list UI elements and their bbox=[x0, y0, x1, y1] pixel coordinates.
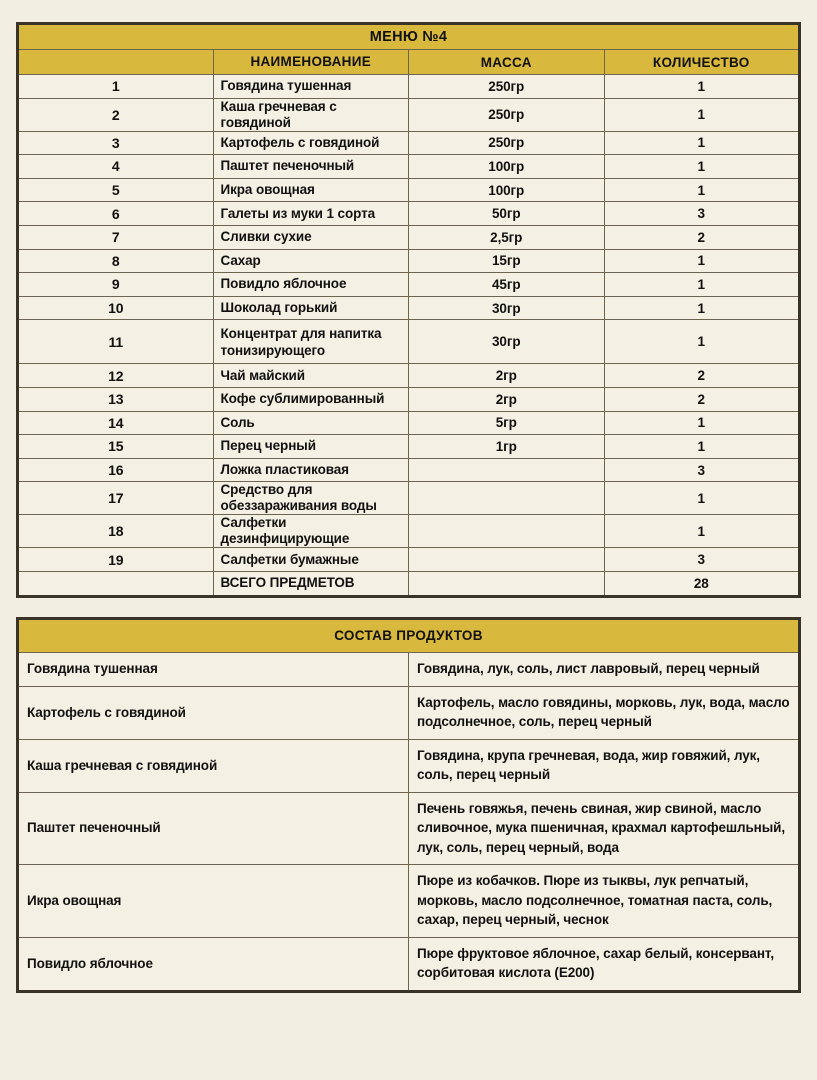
menu-row-mass: 250гр bbox=[409, 131, 605, 155]
menu-total-row bbox=[18, 571, 800, 596]
menu-row-mass: 2,5гр bbox=[409, 225, 605, 249]
menu-row-number: 14 bbox=[18, 411, 214, 435]
menu-row-name: Картофель с говядиной bbox=[213, 131, 409, 155]
column-header-quantity: КОЛИЧЕСТВО bbox=[604, 50, 800, 75]
menu-row-mass: 15гр bbox=[409, 249, 605, 273]
menu-row-name: Сахар bbox=[213, 249, 409, 273]
menu-row-mass: 100гр bbox=[409, 178, 605, 202]
menu-row-number: 3 bbox=[18, 131, 214, 155]
composition-dish-name: Паштет печеночный bbox=[18, 792, 409, 865]
menu-row-mass: 45гр bbox=[409, 273, 605, 297]
menu-row-quantity: 1 bbox=[604, 320, 800, 364]
menu-row-name: Средство для обеззараживания воды bbox=[213, 482, 409, 515]
menu-row-name: Повидло яблочное bbox=[213, 273, 409, 297]
menu-table-row bbox=[18, 98, 800, 131]
composition-dish-name: Картофель с говядиной bbox=[18, 686, 409, 739]
menu-row-number: 16 bbox=[18, 458, 214, 482]
total-mass-cell bbox=[409, 571, 605, 596]
menu-row-number: 7 bbox=[18, 225, 214, 249]
menu-row-name: Говядина тушенная bbox=[213, 75, 409, 99]
composition-dish-name: Повидло яблочное bbox=[18, 937, 409, 991]
menu-row-mass bbox=[409, 515, 605, 548]
menu-row-mass: 250гр bbox=[409, 98, 605, 131]
menu-row-name: Салфетки бумажные bbox=[213, 548, 409, 572]
menu-row-quantity: 2 bbox=[604, 225, 800, 249]
menu-row-number: 1 bbox=[18, 75, 214, 99]
menu-row-mass: 2гр bbox=[409, 364, 605, 388]
composition-ingredients: Печень говяжья, печень свиная, жир свиной, масло сливочное, мука пшеничная, крахмал картофешльный, лук, соль, перец черный, вода bbox=[409, 792, 800, 865]
menu-table-body bbox=[18, 24, 800, 597]
composition-ingredients: Говядина, крупа гречневая, вода, жир говяжий, лук, соль, перец черный bbox=[409, 739, 800, 792]
menu-row-number: 13 bbox=[18, 387, 214, 411]
menu-row-quantity: 1 bbox=[604, 515, 800, 548]
menu-row-number: 19 bbox=[18, 548, 214, 572]
menu-row-name: Перец черный bbox=[213, 435, 409, 459]
menu-row-number: 11 bbox=[18, 320, 214, 364]
menu-table-row bbox=[18, 320, 800, 364]
menu-header-row bbox=[18, 50, 800, 75]
menu-row-mass bbox=[409, 548, 605, 572]
composition-ingredients: Картофель, масло говядины, морковь, лук, вода, масло подсолнечное, соль, перец черный bbox=[409, 686, 800, 739]
composition-table-row bbox=[18, 686, 800, 739]
table-spacer bbox=[16, 598, 801, 617]
menu-row-name: Ложка пластиковая bbox=[213, 458, 409, 482]
menu-row-quantity: 1 bbox=[604, 411, 800, 435]
menu-table-row bbox=[18, 249, 800, 273]
composition-table-row bbox=[18, 792, 800, 865]
menu-row-name: Каша гречневая с говядиной bbox=[213, 98, 409, 131]
composition-table-row bbox=[18, 653, 800, 687]
menu-row-name: Чай майский bbox=[213, 364, 409, 388]
menu-row-name: Концентрат для напитка тонизирующего bbox=[213, 320, 409, 364]
menu-row-number: 17 bbox=[18, 482, 214, 515]
composition-table bbox=[16, 617, 801, 993]
menu-row-mass: 250гр bbox=[409, 75, 605, 99]
menu-row-quantity: 1 bbox=[604, 178, 800, 202]
menu-title-row bbox=[18, 24, 800, 50]
composition-table-row bbox=[18, 739, 800, 792]
menu-table-row bbox=[18, 75, 800, 99]
menu-row-name: Сливки сухие bbox=[213, 225, 409, 249]
composition-dish-name: Говядина тушенная bbox=[18, 653, 409, 687]
menu-row-mass: 2гр bbox=[409, 387, 605, 411]
composition-title-row bbox=[18, 618, 800, 653]
menu-row-quantity: 2 bbox=[604, 364, 800, 388]
menu-row-quantity: 3 bbox=[604, 458, 800, 482]
menu-row-mass bbox=[409, 482, 605, 515]
composition-dish-name: Икра овощная bbox=[18, 865, 409, 938]
menu-table-row bbox=[18, 364, 800, 388]
menu-row-mass bbox=[409, 458, 605, 482]
menu-row-name: Паштет печеночный bbox=[213, 155, 409, 179]
composition-table-body bbox=[18, 618, 800, 991]
menu-row-mass: 1гр bbox=[409, 435, 605, 459]
menu-row-name: Галеты из муки 1 сорта bbox=[213, 202, 409, 226]
menu-row-number: 18 bbox=[18, 515, 214, 548]
menu-table-row bbox=[18, 202, 800, 226]
menu-row-name: Салфетки дезинфицирующие bbox=[213, 515, 409, 548]
menu-row-name: Соль bbox=[213, 411, 409, 435]
composition-ingredients: Пюре из кобачков. Пюре из тыквы, лук репчатый, морковь, масло подсолнечное, томатная паста, соль, сахар, перец черный, чеснок bbox=[409, 865, 800, 938]
menu-row-number: 10 bbox=[18, 296, 214, 320]
menu-row-name: Шоколад горький bbox=[213, 296, 409, 320]
menu-row-number: 12 bbox=[18, 364, 214, 388]
composition-title: СОСТАВ ПРОДУКТОВ bbox=[18, 618, 800, 653]
menu-table-row bbox=[18, 515, 800, 548]
composition-dish-name: Каша гречневая с говядиной bbox=[18, 739, 409, 792]
menu-table-row bbox=[18, 387, 800, 411]
column-header-mass: МАССА bbox=[409, 50, 605, 75]
menu-row-mass: 100гр bbox=[409, 155, 605, 179]
menu-row-quantity: 1 bbox=[604, 435, 800, 459]
menu-table-row bbox=[18, 273, 800, 297]
menu-table-row bbox=[18, 548, 800, 572]
total-label: ВСЕГО ПРЕДМЕТОВ bbox=[213, 571, 409, 596]
composition-ingredients: Говядина, лук, соль, лист лавровый, перец черный bbox=[409, 653, 800, 687]
menu-row-mass: 30гр bbox=[409, 296, 605, 320]
menu-row-name: Икра овощная bbox=[213, 178, 409, 202]
menu-table-row bbox=[18, 411, 800, 435]
menu-row-number: 5 bbox=[18, 178, 214, 202]
menu-row-number: 2 bbox=[18, 98, 214, 131]
menu-row-name: Кофе сублимированный bbox=[213, 387, 409, 411]
menu-row-number: 15 bbox=[18, 435, 214, 459]
menu-table-row bbox=[18, 296, 800, 320]
menu-row-quantity: 1 bbox=[604, 131, 800, 155]
composition-ingredients: Пюре фруктовое яблочное, сахар белый, консервант, сорбитовая кислота (Е200) bbox=[409, 937, 800, 991]
menu-table-row bbox=[18, 131, 800, 155]
menu-row-number: 4 bbox=[18, 155, 214, 179]
menu-row-quantity: 1 bbox=[604, 155, 800, 179]
menu-row-mass: 30гр bbox=[409, 320, 605, 364]
menu-row-quantity: 1 bbox=[604, 98, 800, 131]
menu-row-quantity: 1 bbox=[604, 482, 800, 515]
menu-row-number: 9 bbox=[18, 273, 214, 297]
menu-row-mass: 5гр bbox=[409, 411, 605, 435]
menu-table-row bbox=[18, 155, 800, 179]
menu-row-quantity: 3 bbox=[604, 202, 800, 226]
total-value: 28 bbox=[604, 571, 800, 596]
menu-row-quantity: 3 bbox=[604, 548, 800, 572]
menu-row-quantity: 1 bbox=[604, 273, 800, 297]
menu-row-quantity: 1 bbox=[604, 296, 800, 320]
composition-table-row bbox=[18, 937, 800, 991]
menu-row-mass: 50гр bbox=[409, 202, 605, 226]
menu-row-quantity: 1 bbox=[604, 249, 800, 273]
menu-row-number: 6 bbox=[18, 202, 214, 226]
menu-row-quantity: 2 bbox=[604, 387, 800, 411]
menu-table-row bbox=[18, 178, 800, 202]
menu-row-quantity: 1 bbox=[604, 75, 800, 99]
composition-table-row bbox=[18, 865, 800, 938]
menu-table-row bbox=[18, 225, 800, 249]
menu-table-row bbox=[18, 458, 800, 482]
column-header-number bbox=[18, 50, 214, 75]
column-header-name: НАИМЕНОВАНИЕ bbox=[213, 50, 409, 75]
menu-table-row bbox=[18, 435, 800, 459]
menu-title: МЕНЮ №4 bbox=[18, 24, 800, 50]
menu-row-number: 8 bbox=[18, 249, 214, 273]
total-number-cell bbox=[18, 571, 214, 596]
menu-table-row bbox=[18, 482, 800, 515]
menu-table bbox=[16, 22, 801, 598]
